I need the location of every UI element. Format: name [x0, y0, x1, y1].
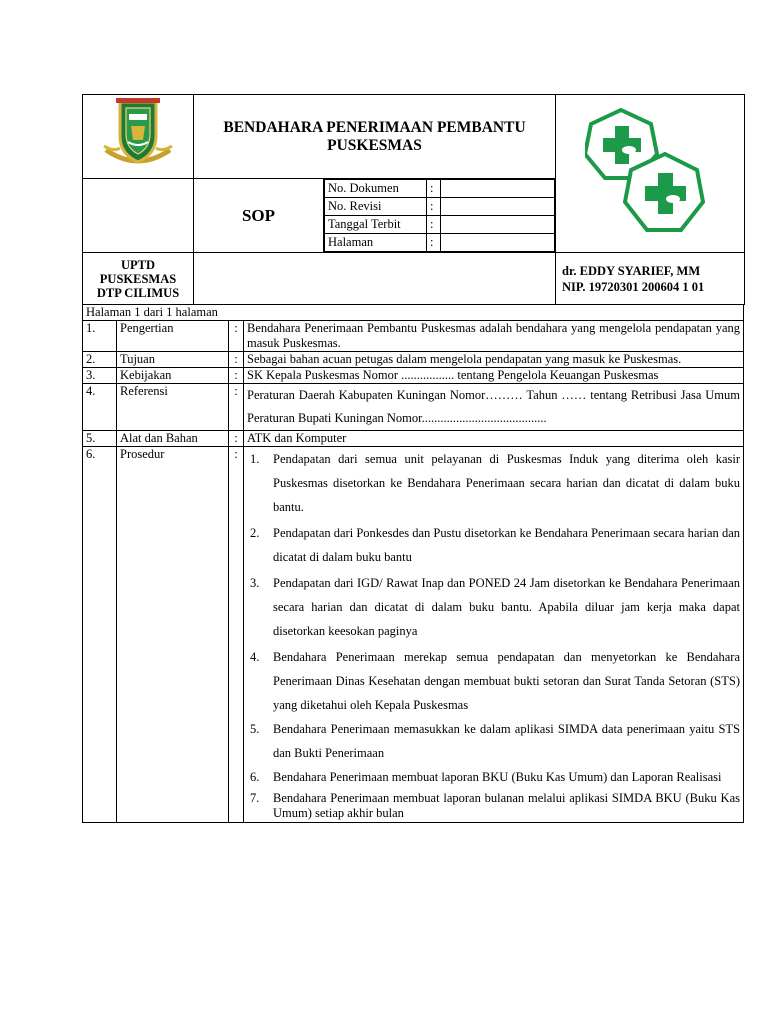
step-number: 6. — [250, 770, 260, 784]
row-number: 6. — [83, 447, 117, 823]
meta-row — [325, 234, 555, 252]
meta-row — [325, 216, 555, 234]
org-line-3: DTP CILIMUS — [96, 285, 180, 300]
document-meta-table — [324, 179, 555, 252]
content-row — [83, 447, 744, 823]
meta-label: No. Dokumen — [325, 180, 427, 198]
meta-value — [441, 234, 555, 252]
meta-value — [441, 180, 555, 198]
org-line-2: PUSKESMAS — [99, 271, 177, 286]
procedure-step — [247, 645, 740, 717]
procedure-list-cell — [244, 447, 744, 823]
step-number: 4. — [250, 650, 260, 664]
row-number: 2. — [83, 352, 117, 368]
procedure-step — [247, 521, 740, 569]
meta-value — [441, 198, 555, 216]
puskesmas-logo-icon — [585, 108, 715, 234]
row-colon: : — [229, 321, 244, 352]
puskesmas-logo-cell — [556, 95, 745, 253]
meta-label: No. Revisi — [325, 198, 427, 216]
step-text: Bendahara Penerimaan merekap semua pendapatan dan menyetorkan ke Bendahara Penerimaan Dinas Kesehatan dengan membuat bukti setoran dan Surat Tanda Setoran (STS) yang diketahui oleh Kepala Puskesmas — [273, 650, 740, 712]
step-number: 3. — [250, 576, 260, 590]
row-label: Pengertian — [117, 321, 229, 352]
step-text: Pendapatan dari semua unit pelayanan di Puskesmas Induk yang diterima oleh kasir Puskesmas disetorkan ke Bendahara Penerimaan secara harian dan dicatat di dalam buku bantu. — [273, 452, 740, 514]
organization-name — [83, 253, 194, 305]
step-text: Pendapatan dari IGD/ Rawat Inap dan PONED 24 Jam disetorkan ke Bendahara Penerimaan secara harian dan dicatat di dalam buku bantu. Apabila diluar jam kerja maka dapat disetorkan keesokan paginya — [273, 576, 740, 638]
regency-crest-cell — [83, 95, 194, 179]
row-label: Tujuan — [117, 352, 229, 368]
step-text: Bendahara Penerimaan membuat laporan bulanan melalui aplikasi SIMDA BKU (Buku Kas Umum) setiap akhir bulan — [273, 791, 740, 820]
row-text: SK Kepala Puskesmas Nomor ................. tentang Pengelola Keuangan Puskesmas — [244, 368, 744, 384]
blank-cell — [83, 179, 194, 253]
content-row — [83, 431, 744, 447]
page-info: Halaman 1 dari 1 halaman — [82, 305, 744, 320]
content-row — [83, 321, 744, 352]
org-line-1: UPTD — [120, 257, 156, 272]
row-colon: : — [229, 431, 244, 447]
row-number: 4. — [83, 384, 117, 431]
row-label: Prosedur — [117, 447, 229, 823]
row-colon: : — [229, 368, 244, 384]
regency-crest-logo — [98, 96, 178, 172]
meta-colon: : — [427, 198, 441, 216]
title-line-1: BENDAHARA PENERIMAAN PEMBANTU — [223, 118, 526, 136]
row-text: ATK dan Komputer — [244, 431, 744, 447]
row-colon: : — [229, 384, 244, 431]
signer-nip: NIP. 19720301 200604 1 01 — [562, 279, 705, 294]
row-label: Alat dan Bahan — [117, 431, 229, 447]
row-text: Sebagai bahan acuan petugas dalam mengelola pendapatan yang masuk ke Puskesmas. — [244, 352, 744, 368]
row-number: 1. — [83, 321, 117, 352]
document-title — [194, 95, 556, 179]
procedure-step — [247, 791, 740, 821]
row-text: Bendahara Penerimaan Pembantu Puskesmas adalah bendahara yang mengelola pendapatan yang masuk Puskesmas. — [244, 321, 744, 352]
meta-colon: : — [427, 180, 441, 198]
row-label: Referensi — [117, 384, 229, 431]
meta-label: Halaman — [325, 234, 427, 252]
step-text: Bendahara Penerimaan membuat laporan BKU (Buku Kas Umum) dan Laporan Realisasi — [273, 770, 722, 784]
procedure-step — [247, 571, 740, 643]
signatory-cell — [556, 253, 745, 305]
procedure-step — [247, 717, 740, 765]
step-number: 7. — [250, 791, 260, 805]
meta-colon: : — [427, 234, 441, 252]
row-number: 5. — [83, 431, 117, 447]
row-colon: : — [229, 352, 244, 368]
meta-value — [441, 216, 555, 234]
row-label: Kebijakan — [117, 368, 229, 384]
step-number: 5. — [250, 722, 260, 736]
row-text: Peraturan Daerah Kabupaten Kuningan Nomor……… Tahun …… tentang Retribusi Jasa Umum Peraturan Bupati Kuningan Nomor........................................ — [244, 384, 744, 431]
procedure-list — [247, 447, 740, 821]
sop-content-table — [82, 320, 744, 823]
document-meta-cell — [324, 179, 556, 253]
row-colon: : — [229, 447, 244, 823]
procedure-step — [247, 447, 740, 519]
step-number: 1. — [250, 452, 260, 466]
header-table — [82, 94, 745, 305]
content-row — [83, 384, 744, 431]
sop-document — [82, 94, 744, 823]
procedure-step — [247, 765, 740, 789]
sop-label: SOP — [194, 179, 324, 253]
content-row — [83, 352, 744, 368]
title-line-2: PUSKESMAS — [327, 136, 422, 154]
meta-row — [325, 198, 555, 216]
content-row — [83, 368, 744, 384]
meta-row — [325, 180, 555, 198]
signer-name: dr. EDDY SYARIEF, MM — [562, 263, 701, 278]
row-number: 3. — [83, 368, 117, 384]
step-text: Bendahara Penerimaan memasukkan ke dalam aplikasi SIMDA data penerimaan yaitu STS dan Bukti Penerimaan — [273, 722, 740, 760]
meta-colon: : — [427, 216, 441, 234]
meta-label: Tanggal Terbit — [325, 216, 427, 234]
step-text: Pendapatan dari Ponkesdes dan Pustu disetorkan ke Bendahara Penerimaan secara harian dan dicatat di dalam buku bantu — [273, 526, 740, 564]
step-number: 2. — [250, 526, 260, 540]
blank-cell — [194, 253, 556, 305]
